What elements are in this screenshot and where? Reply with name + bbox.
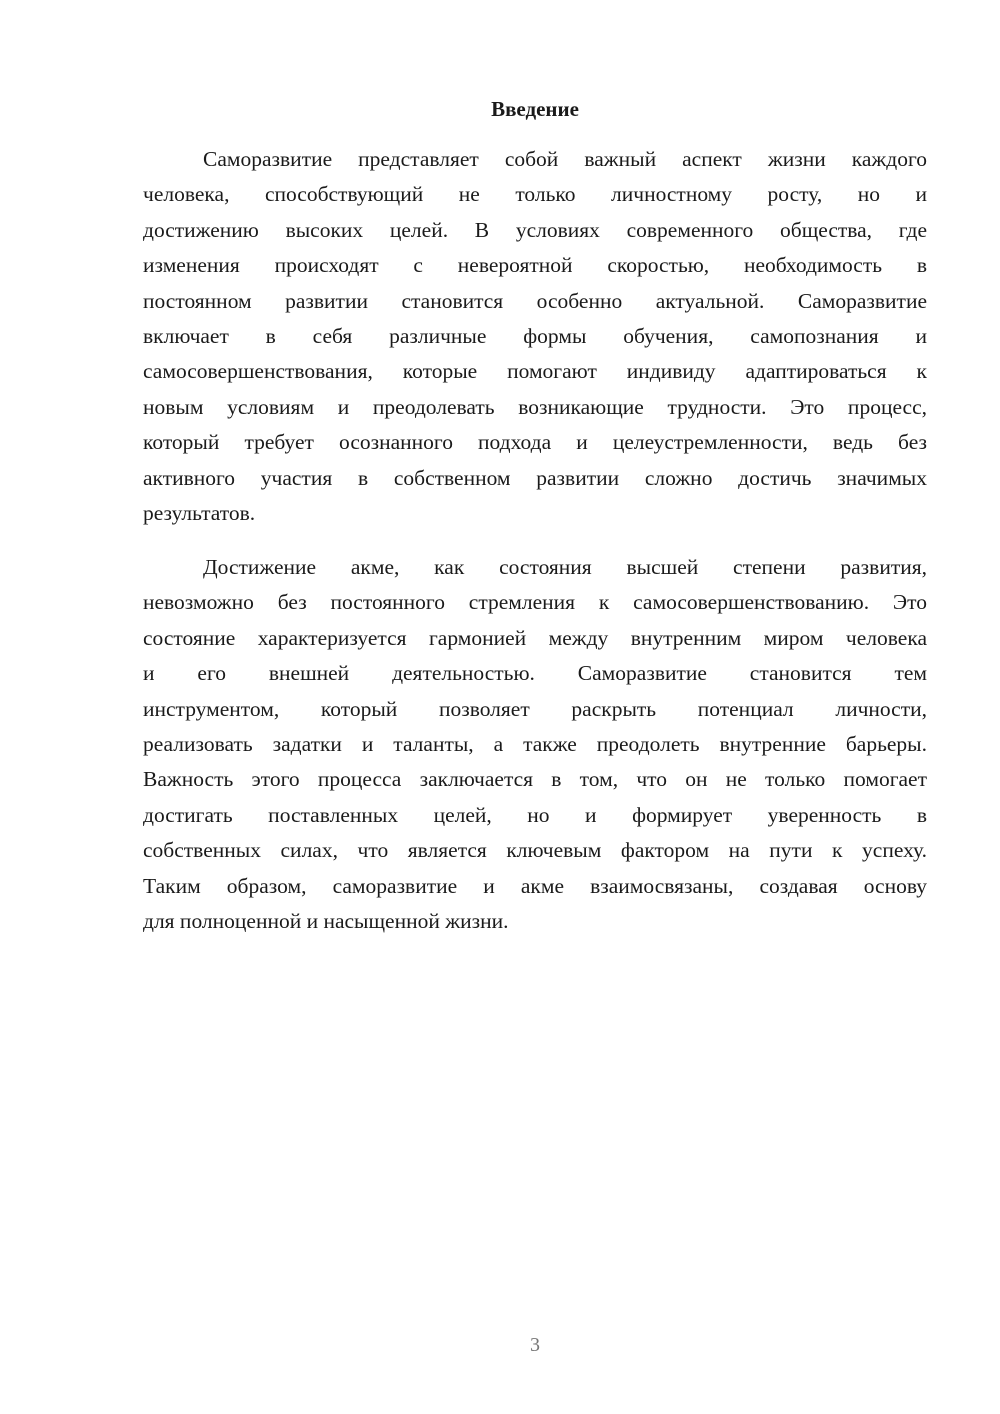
text-line: реализовать задатки и таланты, а также преодолеть внутренние барьеры.: [143, 731, 927, 756]
text-line: Таким образом, саморазвитие и акме взаимосвязаны, создавая основу: [143, 873, 927, 898]
text-line: человека, способствующий не только личностному росту, но и: [143, 182, 927, 207]
text-line: активного участия в собственном развитии сложно достичь значимых: [143, 465, 927, 490]
text-line: включает в себя различные формы обучения, самопознания и: [143, 323, 927, 348]
page-title: Введение: [491, 97, 579, 121]
text-line: невозможно без постоянного стремления к самосовершенствованию. Это: [143, 590, 927, 615]
text-line: достижению высоких целей. В условиях современного общества, где: [143, 217, 927, 242]
paragraph-1: [143, 142, 927, 531]
text-line: инструментом, который позволяет раскрыть потенциал личности,: [143, 696, 927, 721]
text-line: Достижение акме, как состояния высшей степени развития,: [203, 555, 927, 579]
text-line: собственных силах, что является ключевым фактором на пути к успеху.: [143, 838, 927, 863]
paragraph-2: [143, 550, 927, 939]
text-line: состояние характеризуется гармонией между внутренним миром человека: [143, 625, 927, 650]
text-line: и его внешней деятельностью. Саморазвитие становится тем: [143, 661, 927, 686]
text-line: изменения происходят с невероятной скоростью, необходимость в: [143, 253, 927, 278]
text-line: достигать поставленных целей, но и формирует уверенность в: [143, 802, 927, 827]
text-line: результатов.: [143, 500, 256, 525]
text-line: который требует осознанного подхода и целеустремленности, ведь без: [143, 430, 927, 455]
page-number: 3: [530, 1334, 540, 1356]
text-line: Важность этого процесса заключается в том, что он не только помогает: [143, 767, 927, 792]
text-line: новым условиям и преодолевать возникающие трудности. Это процесс,: [143, 394, 927, 419]
text-line: постоянном развитии становится особенно актуальной. Саморазвитие: [143, 288, 927, 313]
text-line: для полноценной и насыщенной жизни.: [143, 908, 509, 933]
text-line: Саморазвитие представляет собой важный аспект жизни каждого: [203, 147, 927, 171]
text-line: самосовершенствования, которые помогают индивиду адаптироваться к: [143, 359, 927, 384]
